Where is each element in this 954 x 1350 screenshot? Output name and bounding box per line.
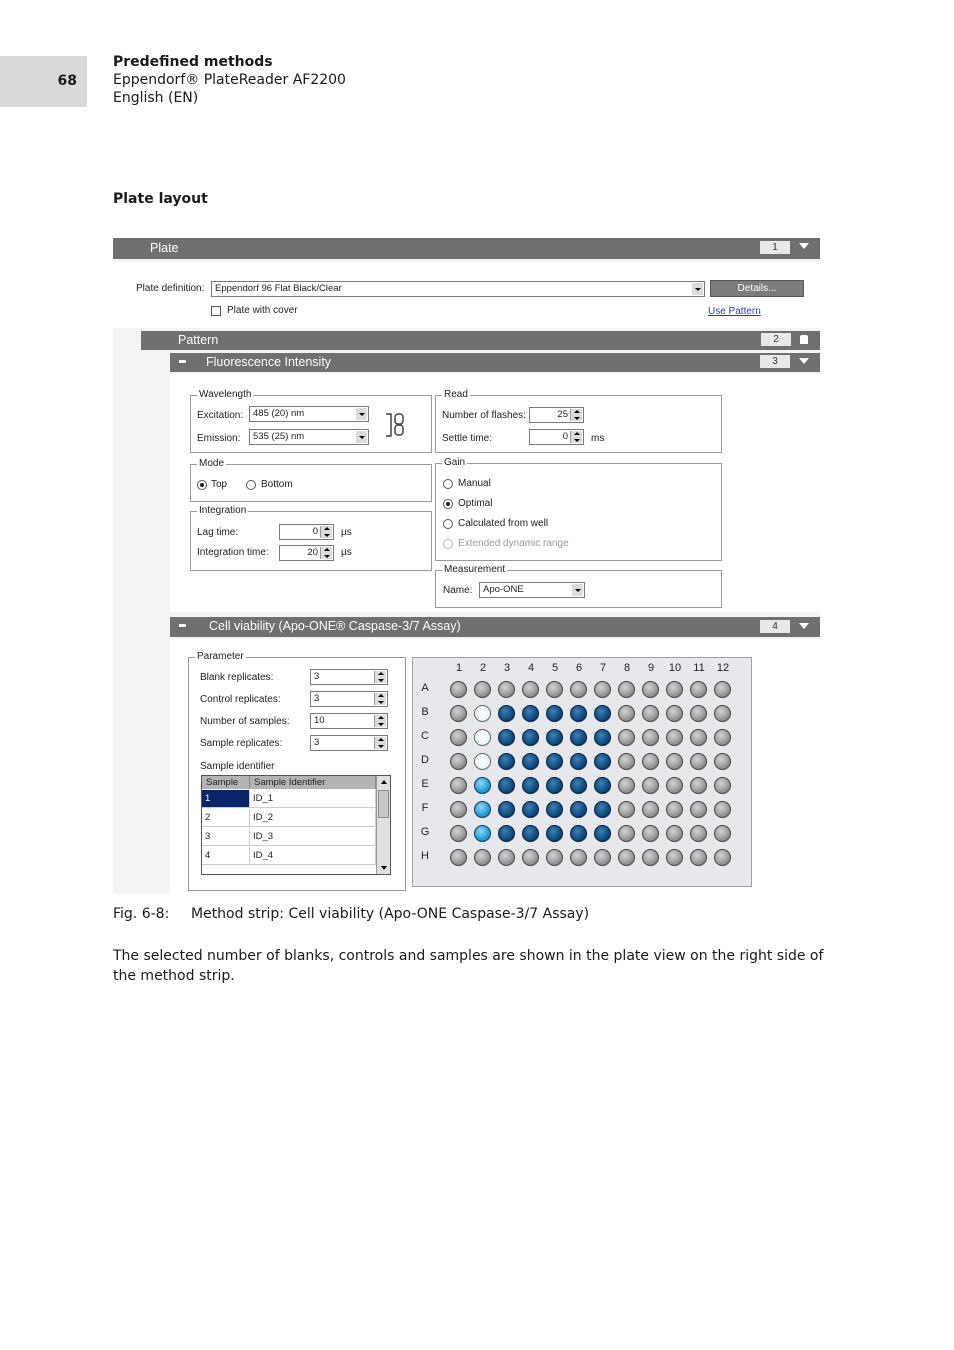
excitation-select[interactable] bbox=[249, 406, 369, 422]
plate-well-D2[interactable] bbox=[474, 753, 491, 770]
running-header bbox=[113, 53, 346, 107]
plate-well-D10[interactable] bbox=[666, 753, 683, 770]
plate-well-B8[interactable] bbox=[618, 705, 635, 722]
plate-well-D6[interactable] bbox=[570, 753, 587, 770]
plate-well-E4[interactable] bbox=[522, 777, 539, 794]
measurement-caption: Measurement bbox=[444, 564, 506, 575]
plate-well-E5[interactable] bbox=[546, 777, 563, 794]
plate-well-B12[interactable] bbox=[714, 705, 731, 722]
lag-time-value: 0 bbox=[312, 526, 318, 537]
plate-well-G3[interactable] bbox=[498, 825, 515, 842]
plate-well-G10[interactable] bbox=[666, 825, 683, 842]
plate-with-cover-checkbox[interactable] bbox=[211, 306, 221, 316]
settle-time-unit: ms bbox=[591, 433, 605, 444]
plate-well-D11[interactable] bbox=[690, 753, 707, 770]
plate-column-label: 2 bbox=[479, 662, 487, 674]
details-button[interactable] bbox=[710, 280, 804, 297]
plate-row-label: F bbox=[421, 802, 429, 814]
use-pattern-link[interactable]: Use Pattern bbox=[708, 306, 761, 317]
plate-definition-select[interactable] bbox=[211, 281, 705, 297]
plate-well-A8[interactable] bbox=[618, 681, 635, 698]
plate-well-A2[interactable] bbox=[474, 681, 491, 698]
plate-view[interactable] bbox=[412, 657, 752, 887]
plate-well-A4[interactable] bbox=[522, 681, 539, 698]
plate-row-label: B bbox=[421, 706, 429, 718]
pattern-bar-number: 2 bbox=[761, 333, 791, 346]
spin-arrows-icon[interactable] bbox=[320, 547, 332, 559]
plate-well-G5[interactable] bbox=[546, 825, 563, 842]
parameter-caption: Parameter bbox=[197, 651, 244, 662]
plate-well-C9[interactable] bbox=[642, 729, 659, 746]
mode-group bbox=[190, 458, 432, 502]
spin-arrows-icon[interactable] bbox=[570, 431, 582, 443]
dropdown-arrow-icon[interactable] bbox=[572, 584, 583, 596]
cell-viability-bar-title: Cell viability (Apo-ONE® Caspase-3/7 Assay) bbox=[209, 619, 461, 633]
page-number: 68 bbox=[57, 73, 77, 89]
integration-group bbox=[190, 505, 432, 571]
plate-well-B4[interactable] bbox=[522, 705, 539, 722]
table-cell[interactable]: ID_1 bbox=[250, 790, 376, 808]
plate-well-B9[interactable] bbox=[642, 705, 659, 722]
plate-well-E7[interactable] bbox=[594, 777, 611, 794]
scroll-up-icon[interactable] bbox=[381, 780, 387, 784]
integration-time-value: 20 bbox=[307, 547, 318, 558]
dropdown-arrow-icon[interactable] bbox=[356, 431, 367, 443]
plate-well-C4[interactable] bbox=[522, 729, 539, 746]
integration-caption: Integration bbox=[199, 505, 247, 516]
plate-column-label: 8 bbox=[623, 662, 631, 674]
plate-well-E6[interactable] bbox=[570, 777, 587, 794]
plate-column-label: 11 bbox=[693, 662, 705, 674]
flashes-label: Number of flashes: bbox=[442, 410, 526, 421]
cell-viability-panel bbox=[170, 639, 820, 894]
gain-extended-radio bbox=[443, 539, 453, 549]
gain-calculated-radio[interactable] bbox=[443, 519, 453, 529]
plate-well-H3[interactable] bbox=[498, 849, 515, 866]
plate-well-C8[interactable] bbox=[618, 729, 635, 746]
plate-well-G9[interactable] bbox=[642, 825, 659, 842]
mode-top-label: Top bbox=[211, 479, 228, 490]
plate-well-C6[interactable] bbox=[570, 729, 587, 746]
plate-well-F7[interactable] bbox=[594, 801, 611, 818]
sample-identifier-label: Sample identifier bbox=[200, 761, 275, 772]
body-paragraph: The selected number of blanks, controls and samples are shown in the plate view on the right side of the method strip. bbox=[113, 948, 824, 984]
plate-well-C10[interactable] bbox=[666, 729, 683, 746]
chevron-down-icon[interactable] bbox=[799, 243, 809, 249]
settle-time-stepper[interactable] bbox=[529, 429, 584, 445]
plate-well-D8[interactable] bbox=[618, 753, 635, 770]
plate-well-H12[interactable] bbox=[714, 849, 731, 866]
plate-well-B10[interactable] bbox=[666, 705, 683, 722]
table-cell[interactable]: ID_3 bbox=[250, 828, 376, 846]
blank-replicates-label: Blank replicates: bbox=[200, 672, 274, 683]
gain-group bbox=[435, 457, 722, 561]
plate-well-H6[interactable] bbox=[570, 849, 587, 866]
settle-time-label: Settle time: bbox=[442, 433, 493, 444]
plate-well-C12[interactable] bbox=[714, 729, 731, 746]
method-strip-screenshot bbox=[113, 238, 820, 894]
plate-well-D3[interactable] bbox=[498, 753, 515, 770]
plate-well-E3[interactable] bbox=[498, 777, 515, 794]
excitation-value: 485 (20) nm bbox=[253, 408, 305, 419]
plate-well-D7[interactable] bbox=[594, 753, 611, 770]
plate-panel bbox=[113, 262, 820, 328]
gain-caption: Gain bbox=[444, 457, 466, 468]
table-header-identifier[interactable]: Sample Identifier bbox=[250, 776, 376, 789]
plate-with-cover-label: Plate with cover bbox=[227, 305, 298, 316]
plate-column-label: 6 bbox=[575, 662, 583, 674]
plate-column-label: 7 bbox=[599, 662, 607, 674]
plate-well-F10[interactable] bbox=[666, 801, 683, 818]
figure-caption: Method strip: Cell viability (Apo-ONE Caspase-3/7 Assay) bbox=[191, 906, 590, 922]
fluorescence-panel bbox=[170, 374, 820, 612]
excitation-label: Excitation: bbox=[197, 410, 244, 421]
fluorescence-bar[interactable] bbox=[170, 353, 820, 372]
parameter-group bbox=[188, 651, 406, 891]
plate-well-H2[interactable] bbox=[474, 849, 491, 866]
sample-replicates-label: Sample replicates: bbox=[200, 738, 283, 749]
plate-bar-number: 1 bbox=[760, 241, 790, 254]
pattern-bar-title: Pattern bbox=[178, 333, 219, 347]
fluorescence-bar-title: Fluorescence Intensity bbox=[206, 355, 332, 369]
number-of-samples-stepper[interactable] bbox=[310, 713, 388, 729]
plate-well-F3[interactable] bbox=[498, 801, 515, 818]
spin-arrows-icon[interactable] bbox=[374, 671, 386, 683]
settle-time-value: 0 bbox=[562, 431, 568, 442]
plate-column-label: 4 bbox=[527, 662, 535, 674]
scroll-thumb[interactable] bbox=[378, 790, 389, 818]
plate-column-label: 9 bbox=[647, 662, 655, 674]
plate-well-A10[interactable] bbox=[666, 681, 683, 698]
plate-column-label: 3 bbox=[503, 662, 511, 674]
plate-well-B3[interactable] bbox=[498, 705, 515, 722]
spin-arrows-icon[interactable] bbox=[374, 693, 386, 705]
emission-select[interactable] bbox=[249, 429, 369, 445]
control-replicates-value: 3 bbox=[314, 693, 320, 704]
plate-well-C1[interactable] bbox=[450, 729, 467, 746]
plate-well-F1[interactable] bbox=[450, 801, 467, 818]
flashes-stepper[interactable] bbox=[529, 407, 584, 423]
mode-top-radio[interactable] bbox=[197, 480, 207, 490]
plate-well-F8[interactable] bbox=[618, 801, 635, 818]
number-of-samples-label: Number of samples: bbox=[200, 716, 290, 727]
integration-time-label: Integration time: bbox=[197, 547, 269, 558]
plate-well-A3[interactable] bbox=[498, 681, 515, 698]
gain-optimal-radio[interactable] bbox=[443, 499, 453, 509]
table-cell[interactable]: ID_2 bbox=[250, 809, 376, 827]
lag-time-stepper[interactable] bbox=[279, 524, 334, 540]
plate-well-A5[interactable] bbox=[546, 681, 563, 698]
measurement-name-select[interactable] bbox=[479, 582, 585, 598]
plate-well-A11[interactable] bbox=[690, 681, 707, 698]
dropdown-arrow-icon[interactable] bbox=[692, 283, 703, 295]
plate-well-G7[interactable] bbox=[594, 825, 611, 842]
measurement-group bbox=[435, 564, 722, 608]
plate-well-H1[interactable] bbox=[450, 849, 467, 866]
plate-well-D5[interactable] bbox=[546, 753, 563, 770]
plate-well-B1[interactable] bbox=[450, 705, 467, 722]
scroll-down-icon[interactable] bbox=[381, 866, 387, 870]
chevron-down-icon[interactable] bbox=[799, 623, 809, 629]
plate-well-C3[interactable] bbox=[498, 729, 515, 746]
plate-bar[interactable] bbox=[113, 238, 820, 259]
lag-time-label: Lag time: bbox=[197, 527, 239, 538]
plate-well-A1[interactable] bbox=[450, 681, 467, 698]
blank-replicates-stepper[interactable] bbox=[310, 669, 388, 685]
plate-well-B2[interactable] bbox=[474, 705, 491, 722]
plate-well-A9[interactable] bbox=[642, 681, 659, 698]
plate-well-G11[interactable] bbox=[690, 825, 707, 842]
plate-well-D4[interactable] bbox=[522, 753, 539, 770]
lock-icon bbox=[800, 335, 808, 344]
read-group bbox=[435, 389, 722, 453]
spin-arrows-icon[interactable] bbox=[374, 737, 386, 749]
plate-well-H4[interactable] bbox=[522, 849, 539, 866]
fluorescence-bar-number: 3 bbox=[760, 355, 790, 368]
spin-arrows-icon[interactable] bbox=[374, 715, 386, 727]
plate-row-label: E bbox=[421, 778, 429, 790]
plate-well-H5[interactable] bbox=[546, 849, 563, 866]
plate-well-A7[interactable] bbox=[594, 681, 611, 698]
plate-well-B11[interactable] bbox=[690, 705, 707, 722]
plate-bar-title: Plate bbox=[150, 241, 179, 255]
plate-well-F4[interactable] bbox=[522, 801, 539, 818]
mode-bottom-label: Bottom bbox=[261, 479, 293, 490]
plate-well-F5[interactable] bbox=[546, 801, 563, 818]
flashes-value: 25 bbox=[557, 409, 568, 420]
control-replicates-stepper[interactable] bbox=[310, 691, 388, 707]
plate-well-H7[interactable] bbox=[594, 849, 611, 866]
plate-well-D1[interactable] bbox=[450, 753, 467, 770]
plate-well-G2[interactable] bbox=[474, 825, 491, 842]
table-cell[interactable]: 4 bbox=[202, 847, 250, 865]
header-section: Predefined methods bbox=[113, 54, 273, 70]
plate-well-B6[interactable] bbox=[570, 705, 587, 722]
plate-well-C2[interactable] bbox=[474, 729, 491, 746]
plate-row-label: G bbox=[420, 826, 430, 838]
plate-well-F11[interactable] bbox=[690, 801, 707, 818]
plate-well-H11[interactable] bbox=[690, 849, 707, 866]
plate-well-B5[interactable] bbox=[546, 705, 563, 722]
plate-well-H10[interactable] bbox=[666, 849, 683, 866]
mode-bottom-radio[interactable] bbox=[246, 480, 256, 490]
plate-row-label: H bbox=[421, 850, 429, 862]
cell-viability-bar-number: 4 bbox=[760, 620, 790, 633]
plate-well-E11[interactable] bbox=[690, 777, 707, 794]
section-title: Plate layout bbox=[113, 191, 208, 207]
plate-well-C7[interactable] bbox=[594, 729, 611, 746]
plate-well-F9[interactable] bbox=[642, 801, 659, 818]
figure-label: Fig. 6-8: bbox=[113, 906, 170, 922]
gain-optimal-label: Optimal bbox=[458, 498, 493, 509]
plate-well-A12[interactable] bbox=[714, 681, 731, 698]
plate-definition-label: Plate definition: bbox=[136, 283, 205, 294]
vertical-scrollbar[interactable] bbox=[376, 776, 390, 874]
chevron-down-icon[interactable] bbox=[799, 358, 809, 364]
header-language: English (EN) bbox=[113, 90, 199, 106]
plate-well-C11[interactable] bbox=[690, 729, 707, 746]
table-cell[interactable]: 3 bbox=[202, 828, 250, 846]
plate-well-E2[interactable] bbox=[474, 777, 491, 794]
measurement-name-label: Name: bbox=[443, 585, 473, 596]
integration-time-stepper[interactable] bbox=[279, 545, 334, 561]
dropdown-arrow-icon[interactable] bbox=[356, 408, 367, 420]
plate-well-A6[interactable] bbox=[570, 681, 587, 698]
spin-arrows-icon[interactable] bbox=[570, 409, 582, 421]
plate-well-H8[interactable] bbox=[618, 849, 635, 866]
gain-manual-radio[interactable] bbox=[443, 479, 453, 489]
plate-well-G8[interactable] bbox=[618, 825, 635, 842]
plate-column-label: 5 bbox=[551, 662, 559, 674]
control-replicates-label: Control replicates: bbox=[200, 694, 281, 705]
gain-calculated-label: Calculated from well bbox=[458, 518, 549, 529]
integration-time-unit: µs bbox=[341, 547, 352, 558]
wavelength-group bbox=[190, 389, 432, 453]
plate-well-B7[interactable] bbox=[594, 705, 611, 722]
pattern-bar[interactable] bbox=[141, 331, 820, 350]
plate-column-label: 1 bbox=[455, 662, 463, 674]
table-header-sample[interactable]: Sample bbox=[202, 776, 250, 789]
collapse-icon[interactable] bbox=[179, 624, 186, 627]
table-cell[interactable]: 2 bbox=[202, 809, 250, 827]
chain-link-icon[interactable] bbox=[384, 412, 406, 438]
emission-value: 535 (25) nm bbox=[253, 431, 305, 442]
table-cell[interactable]: 1 bbox=[202, 790, 250, 808]
plate-row-label: C bbox=[421, 730, 429, 742]
number-of-samples-value: 10 bbox=[314, 715, 325, 726]
sample-replicates-stepper[interactable] bbox=[310, 735, 388, 751]
emission-label: Emission: bbox=[197, 433, 241, 444]
plate-well-F2[interactable] bbox=[474, 801, 491, 818]
plate-well-C5[interactable] bbox=[546, 729, 563, 746]
details-button-label: Details... bbox=[737, 283, 777, 294]
cell-viability-bar[interactable] bbox=[170, 617, 820, 637]
table-cell[interactable]: ID_4 bbox=[250, 847, 376, 865]
mode-caption: Mode bbox=[199, 458, 225, 469]
measurement-name-value: Apo-ONE bbox=[483, 584, 524, 595]
wavelength-caption: Wavelength bbox=[199, 389, 252, 400]
plate-well-E8[interactable] bbox=[618, 777, 635, 794]
plate-well-F12[interactable] bbox=[714, 801, 731, 818]
read-caption: Read bbox=[444, 389, 468, 400]
blank-replicates-value: 3 bbox=[314, 671, 320, 682]
header-product: Eppendorf® PlateReader AF2200 bbox=[113, 72, 346, 88]
lag-time-unit: µs bbox=[341, 527, 352, 538]
plate-well-E9[interactable] bbox=[642, 777, 659, 794]
plate-well-E1[interactable] bbox=[450, 777, 467, 794]
gain-manual-label: Manual bbox=[458, 478, 491, 489]
gain-extended-label: Extended dynamic range bbox=[458, 538, 569, 549]
plate-row-label: D bbox=[421, 754, 429, 766]
sample-identifier-table[interactable] bbox=[201, 775, 391, 875]
plate-well-D12[interactable] bbox=[714, 753, 731, 770]
spin-arrows-icon[interactable] bbox=[320, 526, 332, 538]
plate-well-F6[interactable] bbox=[570, 801, 587, 818]
plate-well-E12[interactable] bbox=[714, 777, 731, 794]
plate-well-G4[interactable] bbox=[522, 825, 539, 842]
sample-replicates-value: 3 bbox=[314, 737, 320, 748]
collapse-icon[interactable] bbox=[179, 360, 186, 363]
plate-well-G12[interactable] bbox=[714, 825, 731, 842]
plate-definition-value: Eppendorf 96 Flat Black/Clear bbox=[215, 283, 342, 294]
plate-column-label: 10 bbox=[668, 662, 682, 674]
plate-well-E10[interactable] bbox=[666, 777, 683, 794]
plate-well-H9[interactable] bbox=[642, 849, 659, 866]
plate-column-label: 12 bbox=[716, 662, 730, 674]
plate-row-label: A bbox=[421, 682, 429, 694]
plate-well-G1[interactable] bbox=[450, 825, 467, 842]
plate-well-G6[interactable] bbox=[570, 825, 587, 842]
plate-well-D9[interactable] bbox=[642, 753, 659, 770]
